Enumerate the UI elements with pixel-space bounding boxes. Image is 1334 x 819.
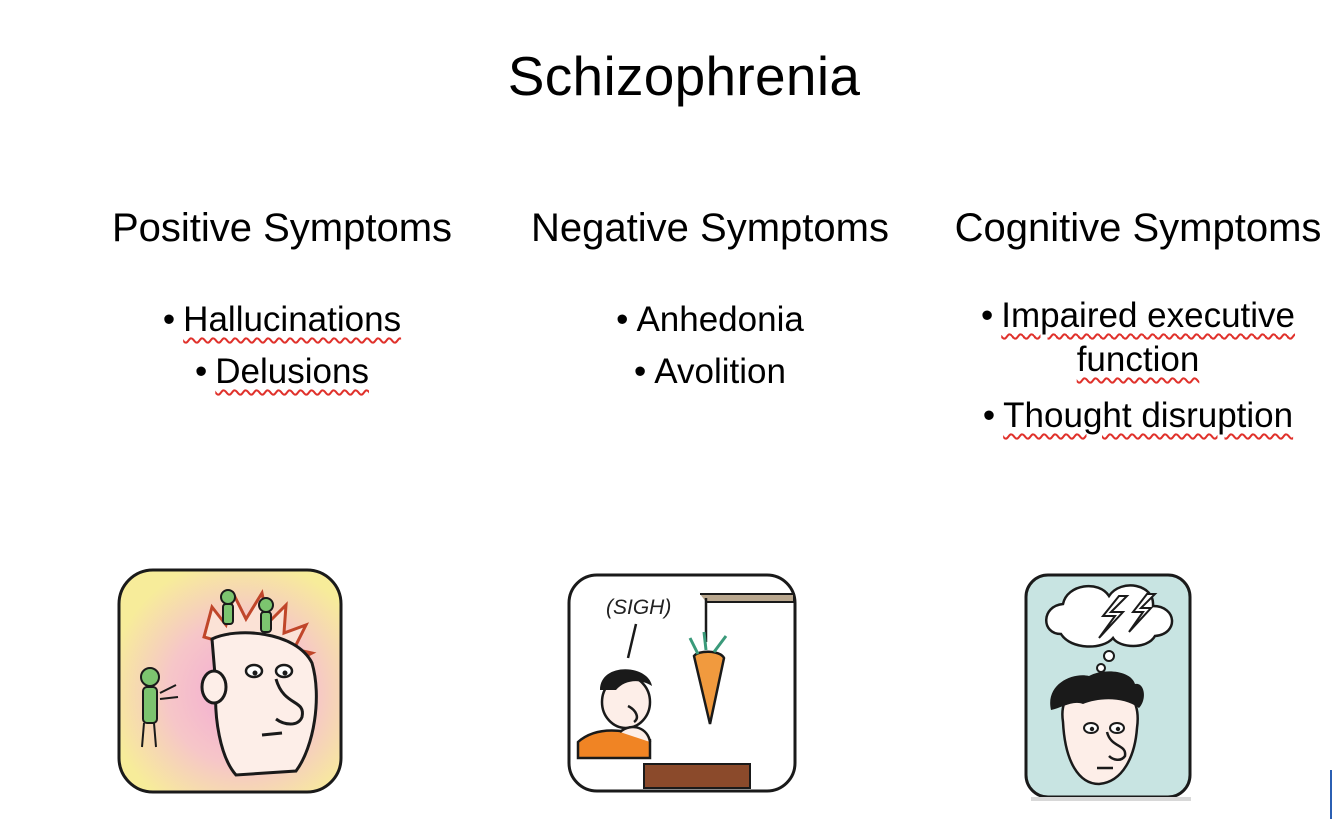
symptom-anhedonia: Anhedonia bbox=[636, 300, 804, 339]
list-item bbox=[520, 294, 900, 346]
symptom-thought-disruption: Thought disruption bbox=[1003, 396, 1294, 435]
bullet-icon: • bbox=[982, 396, 996, 435]
sighing-man-carrot-illustration bbox=[566, 572, 798, 794]
stormy-thought-illustration bbox=[1023, 572, 1193, 802]
bullet-icon: • bbox=[195, 352, 208, 391]
cognitive-symptoms-column bbox=[942, 204, 1334, 442]
cognitive-symptoms-list bbox=[942, 294, 1334, 442]
list-item bbox=[97, 294, 467, 346]
cognitive-symptoms-heading: Cognitive Symptoms bbox=[954, 206, 1322, 250]
symptom-hallucinations: Hallucinations bbox=[183, 300, 402, 339]
slide-title: Schizophrenia bbox=[507, 45, 861, 107]
positive-symptoms-list bbox=[97, 294, 467, 398]
bullet-icon: • bbox=[980, 296, 994, 335]
positive-symptoms-heading: Positive Symptoms bbox=[111, 206, 453, 250]
negative-symptoms-heading: Negative Symptoms bbox=[531, 206, 889, 250]
bullet-icon: • bbox=[162, 300, 176, 339]
symptom-impaired-executive-function: Impaired executive function bbox=[1001, 296, 1296, 379]
list-item bbox=[520, 346, 900, 398]
list-item bbox=[942, 294, 1334, 382]
positive-symptoms-column bbox=[97, 204, 467, 398]
list-item bbox=[942, 390, 1334, 442]
sighing-man-icon bbox=[566, 572, 798, 794]
slide-edge-marker bbox=[1330, 770, 1332, 819]
hallucination-illustration bbox=[116, 567, 344, 795]
sigh-label: (SIGH) bbox=[606, 596, 672, 619]
negative-symptoms-list bbox=[520, 294, 900, 398]
symptom-delusions: Delusions bbox=[215, 352, 369, 391]
symptom-avolition: Avolition bbox=[654, 352, 786, 391]
bullet-icon: • bbox=[616, 300, 629, 339]
stormy-thought-icon bbox=[1023, 572, 1193, 802]
list-item bbox=[97, 346, 467, 398]
negative-symptoms-column bbox=[520, 204, 900, 398]
bullet-icon: • bbox=[634, 352, 647, 391]
hallucination-icon bbox=[116, 567, 344, 795]
